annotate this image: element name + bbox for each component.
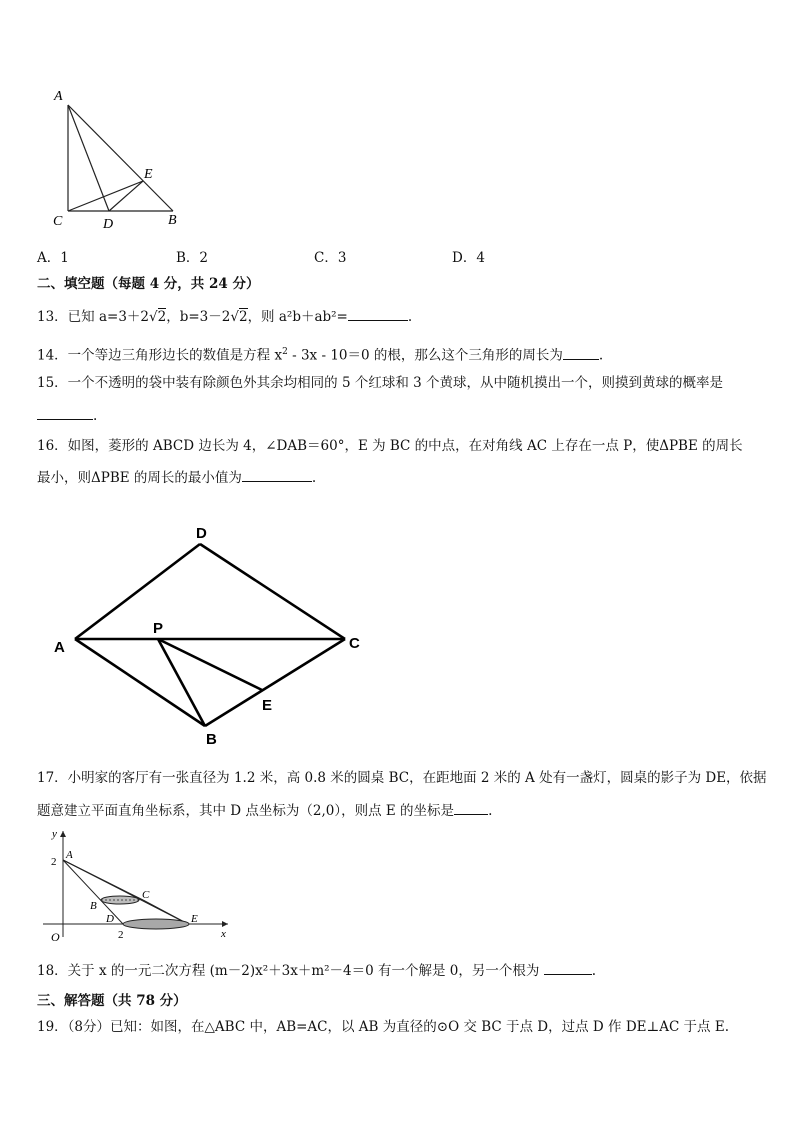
fig16-line-bc [205, 639, 345, 726]
fig12-label-c: C [53, 214, 63, 229]
fig16-line-pb [158, 639, 205, 726]
fig16-line-ad [75, 544, 200, 639]
q17-line1: 17．小明家的客厅有一张直径为 1.2 米，高 0.8 米的圆桌 BC，在距地面 2 米的 A 处有一盏灯，圆桌的影子为 DE，依据 [37, 770, 767, 786]
fig12-line-ab [68, 105, 173, 211]
fig16-label-d: D [196, 525, 207, 542]
q15-end: . [93, 408, 98, 424]
fig16-label-b: B [206, 731, 217, 748]
q13-prefix: 13．已知 a=3＋2 [37, 309, 150, 325]
fig17-label-x: x [221, 928, 226, 940]
fig17-label-c: C [142, 889, 150, 901]
q18 [37, 960, 596, 981]
q13-radicand-2: 2 [238, 309, 248, 325]
q14 [37, 342, 603, 366]
q13-answer-blank[interactable] [348, 306, 408, 321]
fig16-label-p: P [153, 620, 164, 637]
fig12-label-a: A [54, 89, 63, 104]
q16-line1: 16．如图，菱形的 ABCD 边长为 4，∠DAB＝60°，E 为 BC 的中点，在对角线 AC 上存在一点 P，使ΔPBE 的周长 [37, 438, 743, 454]
fig12-line-de [109, 181, 143, 211]
q12-figure [45, 85, 190, 235]
q13-sqrt-2: √2 [230, 309, 248, 325]
q12-option-c: C．3 [314, 250, 347, 266]
q13 [37, 306, 412, 327]
fig12-label-d: D [103, 217, 114, 232]
q14-sup: 2 [282, 347, 288, 357]
q19: 19．（8分）已知：如图，在△ABC 中，AB=AC，以 AB 为直径的⊙O 交 BC 于点 D，过点 D 作 DE⊥AC 于点 E. [37, 1019, 729, 1035]
q14-end: . [598, 347, 604, 364]
q17-answer-blank[interactable] [454, 800, 488, 815]
q17-line2 [37, 800, 492, 821]
section-2-heading: 二、填空题（每题 4 分，共 24 分） [37, 276, 260, 292]
q12-option-a: A．1 [37, 250, 69, 266]
fig16-label-e: E [262, 697, 273, 714]
q18-answer-blank[interactable] [544, 960, 592, 975]
fig17-label-y: y [52, 828, 57, 840]
q13-suffix: ，则 a²b＋ab²= [247, 309, 348, 325]
q16-line2 [37, 467, 316, 488]
q12-option-d: D．4 [452, 250, 485, 266]
q14-text-a: 14．一个等边三角形边长的数值是方程 x [37, 347, 283, 364]
fig16-label-c: C [349, 635, 360, 652]
q13-end: . [407, 309, 413, 325]
q17-end: . [488, 803, 493, 819]
fig17-label-2x: 2 [118, 929, 124, 941]
q14-answer-blank[interactable] [563, 345, 599, 360]
fig12-label-b: B [168, 213, 177, 228]
q16-answer-blank[interactable] [242, 467, 312, 482]
fig17-label-o: O [51, 930, 60, 944]
fig17-label-a: A [66, 849, 73, 861]
q13-sqrt-1: √2 [149, 309, 167, 325]
fig17-label-2y: 2 [51, 856, 57, 868]
q16-end: . [311, 470, 317, 486]
fig12-label-e: E [144, 167, 153, 182]
fig17-line-ac [63, 860, 143, 900]
fig12-line-ce [68, 181, 143, 211]
q17-line2-text: 题意建立平面直角坐标系，其中 D 点坐标为（2,0），则点 E 的坐标是 [37, 803, 455, 819]
q15-answer-blank[interactable] [37, 405, 93, 420]
q14-text-b: - 3x - 10＝0 的根，那么这个三角形的周长为 [287, 347, 563, 364]
q18-text: 18．关于 x 的一元二次方程 (m－2)x²＋3x＋m²－4＝0 有一个解是 0，另一个根为 [37, 963, 540, 979]
q16-line2-text: 最小，则ΔPBE 的周长的最小值为 [37, 470, 242, 486]
q13-radicand-1: 2 [157, 309, 167, 325]
fig16-label-a: A [54, 639, 65, 656]
q15-line2 [37, 405, 97, 426]
q13-mid: ，b=3－2 [166, 309, 231, 325]
q12-option-b: B．2 [176, 250, 209, 266]
fig16-line-dc [200, 544, 345, 639]
fig17-label-d: D [106, 913, 114, 925]
fig17-line-ad [63, 860, 123, 924]
fig17-label-b: B [90, 900, 97, 912]
fig12-line-ad [68, 105, 109, 211]
q15-line1: 15．一个不透明的袋中装有除颜色外其余均相同的 5 个红球和 3 个黄球，从中随机摸出一个，则摸到黄球的概率是 [37, 375, 724, 391]
q16-figure [45, 518, 375, 750]
fig17-shadow [123, 919, 189, 929]
fig17-label-e: E [191, 913, 198, 925]
section-3-heading: 三、解答题（共 78 分） [37, 993, 187, 1009]
q18-end: . [591, 963, 596, 979]
q17-figure [38, 825, 238, 945]
fig16-line-pe [158, 639, 262, 690]
